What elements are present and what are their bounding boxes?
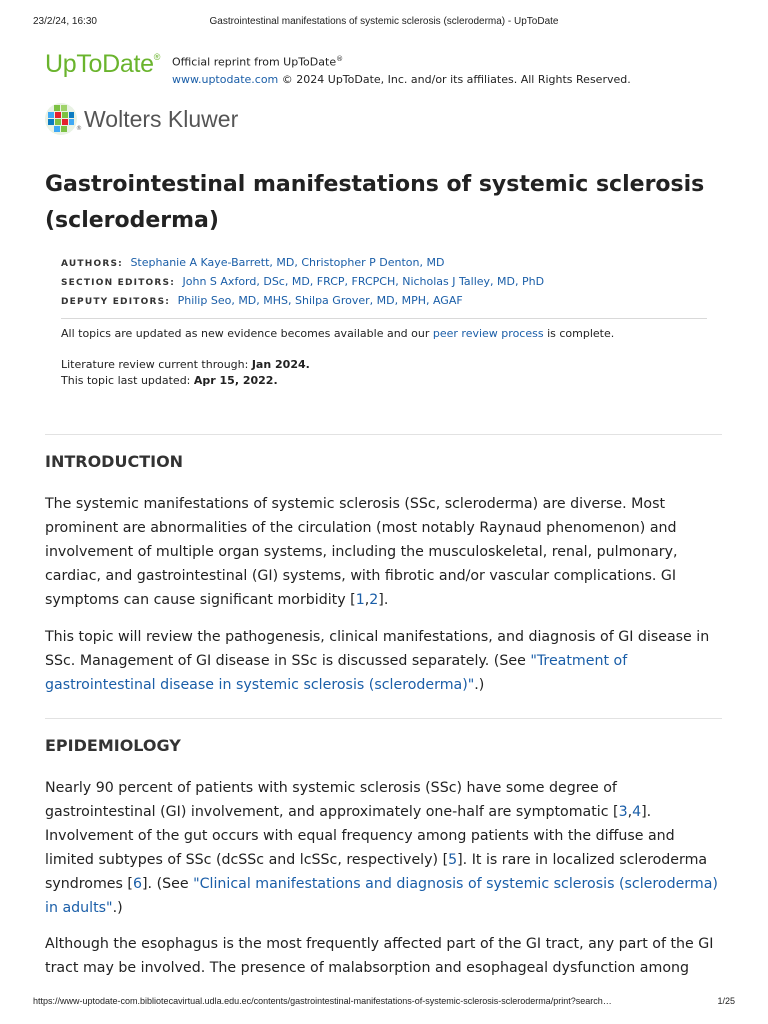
page-title: Gastrointestinal manifestations of systemic sclerosis (scleroderma) — [45, 172, 705, 233]
literature-review-date — [61, 357, 461, 373]
paragraph-end: ]. — [378, 592, 389, 608]
deputy-editors-links[interactable]: Philip Seo, MD, MHS, Shilpa Grover, MD, MPH, AGAF — [177, 294, 463, 307]
copyright-text: © 2024 UpToDate, Inc. and/or its affiliates. All Rights Reserved. — [281, 72, 631, 86]
review-note — [61, 326, 711, 342]
clinical-manifestations-link[interactable]: "Clinical manifestations and diagnosis of systemic sclerosis (scleroderma) in adults" — [45, 876, 718, 916]
deputy-editors-label: DEPUTY EDITORS: — [61, 297, 171, 307]
reference-4-link[interactable]: 4 — [632, 804, 642, 820]
wolters-kluwer-name: Wolters Kluwer — [84, 106, 239, 132]
section-editors-label: SECTION EDITORS: — [61, 278, 176, 288]
paragraph-text: ]. (See — [142, 876, 194, 892]
section-divider — [45, 434, 722, 435]
introduction-heading: INTRODUCTION — [45, 452, 184, 471]
uptodate-logo[interactable] — [45, 50, 160, 79]
paragraph-text: ]. It is rare in localized scleroderma syndromes [ — [45, 852, 708, 892]
paragraph-text: The systemic manifestations of systemic sclerosis (SSc, scleroderma) are diverse. Most prominent are abnormalities of the circulation (most notably Raynaud phenomenon) and involvement of multiple organ systems, including the musculoskeletal, renal, pulmonary, cardiac, and gastrointestinal (GI) systems, with fibrotic and/or vascular complications. GI symptoms can cause significant morbidity [ — [45, 496, 678, 608]
lit-review-value: Jan 2024. — [251, 358, 310, 371]
section-divider — [45, 718, 722, 719]
reference-2-link[interactable]: 2 — [369, 592, 379, 608]
deputy-editors-line — [61, 292, 721, 311]
last-updated-date — [61, 373, 461, 389]
reprint-text: Official reprint from UpToDate — [172, 55, 337, 69]
epidemiology-paragraph-2: Although the esophagus is the most frequently affected part of the GI tract, any part of the GI tract may be involved. The presence of malabsorption and esophageal dysfunction among — [45, 936, 714, 976]
reprint-line — [172, 51, 631, 71]
authors-line — [61, 254, 721, 273]
print-datetime: 23/2/24, 16:30 — [33, 16, 97, 27]
print-page-number: 1/25 — [717, 996, 735, 1006]
paragraph-text: This topic will review the pathogenesis, clinical manifestations, and diagnosis of GI disease in SSc. Management of GI disease in SSc is discussed separately. (See — [45, 629, 710, 669]
brand-row — [45, 50, 725, 86]
section-editors-links[interactable]: John S Axford, DSc, MD, FRCP, FRCPCH, Nicholas J Talley, MD, PhD — [182, 275, 545, 288]
epidemiology-paragraph-1 — [45, 776, 725, 920]
peer-review-link[interactable]: peer review process — [432, 327, 544, 340]
topic-dates — [61, 357, 461, 389]
uptodate-logo-text: UpToDate — [45, 50, 154, 78]
copyright-line — [172, 71, 631, 88]
reference-3-link[interactable]: 3 — [618, 804, 628, 820]
topic-contributors — [61, 254, 721, 311]
uptodate-logo-reg: ® — [153, 52, 161, 62]
reference-1-link[interactable]: 1 — [355, 592, 365, 608]
introduction-paragraph-2 — [45, 625, 725, 697]
epidemiology-heading: EPIDEMIOLOGY — [45, 736, 181, 755]
lit-review-label: Literature review current through: — [61, 358, 252, 371]
reprint-notice — [172, 51, 631, 88]
introduction-paragraph-1 — [45, 492, 725, 612]
wolters-kluwer-mark-icon — [45, 103, 77, 135]
review-note-text: All topics are updated as new evidence becomes available and our — [61, 327, 433, 340]
print-header — [33, 16, 735, 30]
reference-separator: , — [364, 592, 370, 608]
print-footer — [33, 996, 735, 1010]
reference-6-link[interactable]: 6 — [132, 876, 143, 892]
authors-links[interactable]: Stephanie A Kaye-Barrett, MD, Christopher P Denton, MD — [130, 256, 445, 269]
wolters-kluwer-reg: ® — [76, 125, 82, 132]
section-editors-line — [61, 273, 721, 292]
paragraph-end: .) — [112, 900, 123, 916]
print-page-title: Gastrointestinal manifestations of systemic sclerosis (scleroderma) - UpToDate — [209, 16, 559, 27]
last-updated-value: Apr 15, 2022. — [193, 374, 278, 387]
last-updated-label: This topic last updated: — [61, 374, 194, 387]
print-url: https://www-uptodate-com.bibliotecavirtual.udla.edu.ec/contents/gastrointestinal-manifestations-of-systemic-sclerosis-scleroderma/print?search… — [33, 996, 612, 1006]
authors-label: AUTHORS: — [61, 259, 123, 269]
uptodate-site-link[interactable]: www.uptodate.com — [172, 72, 279, 86]
meta-divider — [61, 318, 707, 319]
review-note-end: is complete. — [543, 327, 615, 340]
treatment-gi-disease-link[interactable]: "Treatment of gastrointestinal disease in systemic sclerosis (scleroderma)" — [45, 653, 628, 693]
reference-5-link[interactable]: 5 — [448, 852, 458, 868]
reference-separator: , — [627, 804, 633, 820]
paragraph-text: Nearly 90 percent of patients with systemic sclerosis (SSc) have some degree of gastrointestinal (GI) involvement, and approximately one-half are symptomatic [ — [45, 780, 619, 820]
wolters-kluwer-logo — [45, 102, 345, 136]
reprint-reg: ® — [336, 55, 344, 63]
paragraph-text: ]. Involvement of the gut occurs with equal frequency among patients with the diffuse and limited subtypes of SSc (dcSSc and lcSSc, respectively) [ — [45, 804, 675, 868]
paragraph-end: .) — [474, 677, 485, 693]
